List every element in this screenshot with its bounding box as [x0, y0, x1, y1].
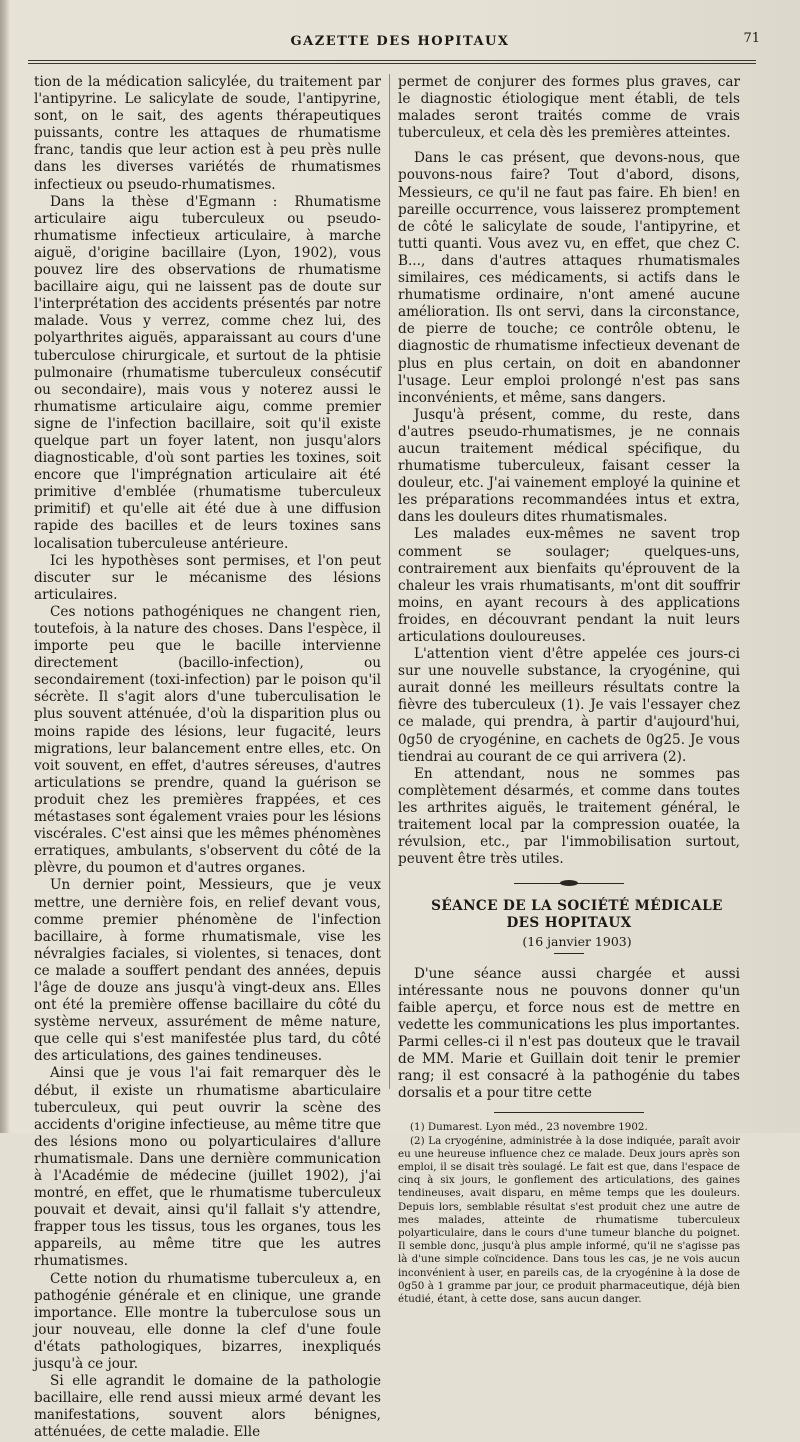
header-double-rule — [28, 60, 756, 64]
running-title: GAZETTE DES HOPITAUX — [290, 34, 510, 49]
running-head — [40, 31, 760, 56]
footnote: (2) La cryogénine, administrée à la dose indiquée, paraît avoir eu une heureuse influence chez ce malade. Deux jours après son emploi, il se disait très soulagé. Le fait est que, dans l'espace de cinq à six jours, le gonflement des articulations, des gaines tendineuses, avait disparu, en même temps que les douleurs. Depuis lors, semblable résultat s'est produit chez une autre de mes malades, atteinte de rhumatisme tuberculeux polyarticulaire, dans le cours d'une tumeur blanche du poignet. Il semble donc, jusqu'à plus ample informé, qu'il ne s'agisse pas là d'une simple coïncidence. Dans tous les cas, je ne vois aucun inconvénient à user, en pareils cas, de la cryogénine à la dose de 0g50 à 1 gramme par jour, ce produit pharmaceutique, déjà bien étudié, étant, à cette dose, sans aucun danger. — [398, 1134, 740, 1305]
paragraph: En attendant, nous ne sommes pas complètement désarmés, et comme dans toutes les arthrites aiguës, le traitement général, le traitement local par la compression ouatée, la révulsion, etc., par l'immobilisation surtout, peuvent être très utiles. — [398, 765, 740, 868]
paragraph: D'une séance aussi chargée et aussi intéressante nous ne pouvons donner qu'un faible aperçu, et force nous est de mettre en vedette les communications les plus importantes. Parmi celles-ci il n'est pas douteux que le travail de MM. Marie et Guillain doit tenir le premier rang; il est consacré à la pathogénie du tabes dorsalis et a pour titre cette — [398, 965, 740, 1102]
right-column — [398, 74, 740, 1306]
paragraph: Ces notions pathogéniques ne changent rien, toutefois, à la nature des choses. Dans l'espèce, il importe peu que le bacille intervienne directement (bacillo-infection), ou secondairement (toxi-infection) par le poison qu'il sécrète. Il s'agit alors d'une tuberculisation le plus souvent atténuée, d'où la disparition plus ou moins rapide des lésions, leur fugacité, leurs migrations, leur balancement entre elles, etc. On voit souvent, en effet, d'autres séreuses, d'autres articulations se prendre, quand la guérison se produit chez les premières frappées, et ces métastases sont également vraies pour les lésions viscérales. C'est ainsi que les mêmes phénomènes erratiques, ambulants, s'observent du côté de la plèvre, du poumon et d'autres organes. — [34, 603, 381, 877]
paragraph: Dans le cas présent, que devons-nous, que pouvons-nous faire? Tout d'abord, disons, Messieurs, ce qu'il ne faut pas faire. Eh bien! en pareille occurrence, vous laisserez promptement de côté le salicylate de soude, l'antipyrine, et tutti quanti. Vous avez vu, en effet, que chez C. B..., dans d'autres attaques rhumatismales similaires, ces médicaments, si actifs dans le rhumatisme ordinaire, n'ont amené aucune amélioration. Ils ont servi, dans la circonstance, de pierre de touche; ce contrôle obtenu, le diagnostic de rhumatisme infectieux devenant de plus en plus certain, on doit en abandonner l'usage. Leur emploi prolongé n'est pas sans inconvénients, et même, sans dangers. — [398, 150, 740, 406]
paragraph: Jusqu'à présent, comme, du reste, dans d'autres pseudo-rhumatismes, je ne connais aucun traitement médical spécifique, du rhumatisme tuberculeux, faisant cesser la douleur, etc. J'ai vainement employé la quinine et les préparations recommandées intus et extra, dans les douleurs dites rhumatismales. — [398, 406, 740, 526]
paragraph: L'attention vient d'être appelée ces jours-ci sur une nouvelle substance, la cryogénine, qui aurait donné les meilleurs résultats contre la fièvre des tuberculeux (1). Je vais l'essayer chez ce malade, qui prendra, à partir d'aujourd'hui, 0g50 de cryogénine, en cachets de 0g25. Je vous tiendrai au courant de ce qui arrivera (2). — [398, 646, 740, 765]
short-rule — [554, 953, 584, 954]
ornament-rule — [514, 883, 624, 884]
footnote-rule — [494, 1112, 644, 1113]
footnotes — [398, 1121, 740, 1306]
section-title: SÉANCE DE LA SOCIÉTÉ MÉDICALE DES HOPITAUX — [431, 898, 723, 932]
left-column — [34, 74, 381, 1442]
paragraph: Si elle agrandit le domaine de la pathologie bacillaire, elle rend aussi mieux armé devant les manifestations, souvent alors bénignes, atténuées, de cette maladie. Elle — [34, 1373, 381, 1441]
binding-gutter-shadow — [0, 0, 10, 1133]
paragraph: tion de la médication salicylée, du traitement par l'antipyrine. Le salicylate de soude, l'antipyrine, sont, on le sait, des agents thérapeutiques puissants, contre les attaques de rhumatisme franc, tandis que leur action est à peu près nulle dans les diverses variétés de rhumatismes infectieux ou pseudo-rhumatismes. — [34, 74, 381, 193]
paragraph: Cette notion du rhumatisme tuberculeux a, en pathogénie générale et en clinique, une grande importance. Elle montre la tuberculose sous un jour nouveau, elle donne la clef d'une foule d'états pathologiques, bizarres, inexpliqués jusqu'à ce jour. — [34, 1270, 381, 1373]
page-number: 71 — [743, 31, 760, 46]
paragraph: Ici les hypothèses sont permises, et l'on peut discuter sur le mécanisme des lésions articulaires. — [34, 552, 381, 603]
footnote: (1) Dumarest. Lyon méd., 23 novembre 1902. — [410, 1121, 648, 1134]
column-divider — [389, 74, 390, 1089]
paragraph: Dans la thèse d'Egmann : Rhumatisme articulaire aigu tuberculeux ou pseudo-rhumatisme infectieux articulaire, à marche aiguë, d'origine bacillaire (Lyon, 1902), vous pouvez lire des observations de rhumatisme bacillaire aigu, qui ne laissent pas de doute sur l'interprétation des accidents présentés par notre malade. Vous y verrez, comme chez lui, des polyarthrites aiguës, apparaissant au cours d'une tuberculose chirurgicale, et surtout de la phtisie pulmonaire (rhumatisme tuberculeux consécutif ou secondaire), mais vous y noterez aussi le rhumatisme articulaire aigu, comme premier signe de l'infection bacillaire, soit qu'il existe quelque part un foyer latent, non jusqu'alors diagnosticable, d'où sont parties les toxines, soit encore que l'imprégnation articulaire ait été primitive d'emblée (rhumatisme tuberculeux primitif) et qu'elle ait été due à une diffusion rapide des bacilles et de leurs toxines sans localisation tuberculeuse antérieure. — [34, 193, 381, 552]
paragraph: Les malades eux-mêmes ne savent trop comment se soulager; quelques-uns, contrairement aux bienfaits qu'éprouvent de la chaleur les vrais rhumatisants, m'ont dit souffrir moins, en ayant recours à des applications froides, en découvrant pendant la nuit leurs articulations douloureuses. — [398, 526, 740, 645]
paragraph: Ainsi que je vous l'ai fait remarquer dès le début, il existe un rhumatisme abarticulaire tuberculeux, qui peut ouvrir la scène des accidents d'origine infectieuse, au même titre que des lésions mono ou polyarticulaires d'allure rhumatismale. Dans une dernière communication à l'Académie de médecine (juillet 1902), j'ai montré, en effet, que le rhumatisme tuberculeux pouvait et devait, ainsi qu'il fallait s'y attendre, frapper tous les tissus, tous les organes, tous les appareils, au même titre que les autres rhumatismes. — [34, 1065, 381, 1270]
paragraph: permet de conjurer des formes plus graves, car le diagnostic étiologique ment établi, de tels malades seront traités comme de vrais tuberculeux, et cela dès les premières atteintes. — [398, 74, 740, 142]
paragraph: Un dernier point, Messieurs, que je veux mettre, une dernière fois, en relief devant vous, comme premier phénomène de l'infection bacillaire, à forme rhumatismale, vise les névralgies faciales, si violentes, si tenaces, dont ce malade a souffert pendant des années, depuis l'âge de douze ans jusqu'à vingt-deux ans. Elles ont été la première offense bacillaire du côté du système nerveux, assurément de même nature, que celle qui s'est manifestée plus tard, du côté des articulations, des gaines tendineuses. — [34, 877, 381, 1065]
section-date: (16 janvier 1903) — [522, 933, 632, 949]
